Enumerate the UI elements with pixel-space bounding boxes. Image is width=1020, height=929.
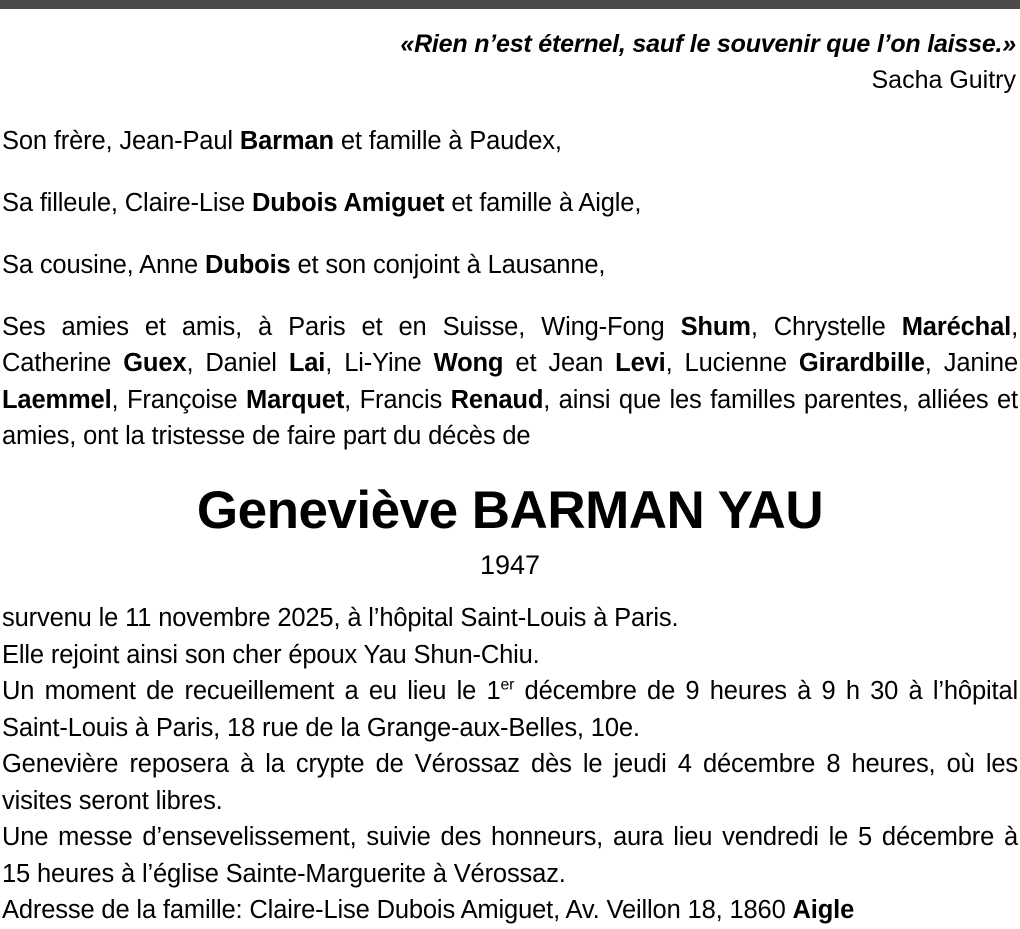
quotation-block: [2, 27, 1018, 97]
detail-line: survenu le 11 novembre 2025, à l’hôpital Saint-Louis à Paris.: [2, 604, 679, 632]
quote-author: Sacha Guitry: [871, 66, 1016, 94]
detail-line: Genevière reposera à la crypte de Vérossaz dès le jeudi 4 décembre 8 heures, où les visites seront libres.: [2, 750, 1018, 815]
top-divider: [0, 0, 1020, 9]
detail-line: Un moment de recueillement a eu lieu le 1er décembre de 9 heures à 9 h 30 à l’hôpital Saint-Louis à Paris, 18 rue de la Grange-aux-Belles, 10e.: [2, 676, 1018, 742]
announcer-line: Son frère, Jean-Paul Barman et famille à Paudex,: [2, 126, 562, 155]
notice-content: [0, 9, 1020, 929]
announcers-block: [2, 123, 1018, 455]
detail-line: Une messe d’ensevelissement, suivie des honneurs, aura lieu vendredi le 5 décembre à 15 heures à l’église Sainte-Marguerite à Vérossaz.: [2, 823, 1018, 888]
detail-line: Adresse de la famille: Claire-Lise Dubois Amiguet, Av. Veillon 18, 1860 Aigle: [2, 896, 855, 924]
announcer-line: Sa filleule, Claire-Lise Dubois Amiguet et famille à Aigle,: [2, 188, 642, 217]
deceased-name: Geneviève BARMAN YAU: [196, 481, 824, 540]
birth-year: 1947: [479, 550, 541, 580]
announcer-line: Sa cousine, Anne Dubois et son conjoint à Lausanne,: [2, 250, 606, 279]
quote-text: «Rien n’est éternel, sauf le souvenir que l’on laisse.»: [400, 30, 1016, 58]
details-block: [2, 600, 1018, 929]
detail-line: Elle rejoint ainsi son cher époux Yau Shun-Chiu.: [2, 640, 540, 669]
announcer-line: Ses amies et amis, à Paris et en Suisse, Wing-Fong Shum, Chrystelle Maréchal, Catherine Guex, Daniel Lai, Li-Yine Wong et Jean Levi, Lucienne Girardbille, Janine Laemmel, Françoise Marquet, Francis Renaud, ainsi que les familles parentes, alliées et amies, ont la tristesse de faire part du décès de: [2, 312, 1018, 450]
